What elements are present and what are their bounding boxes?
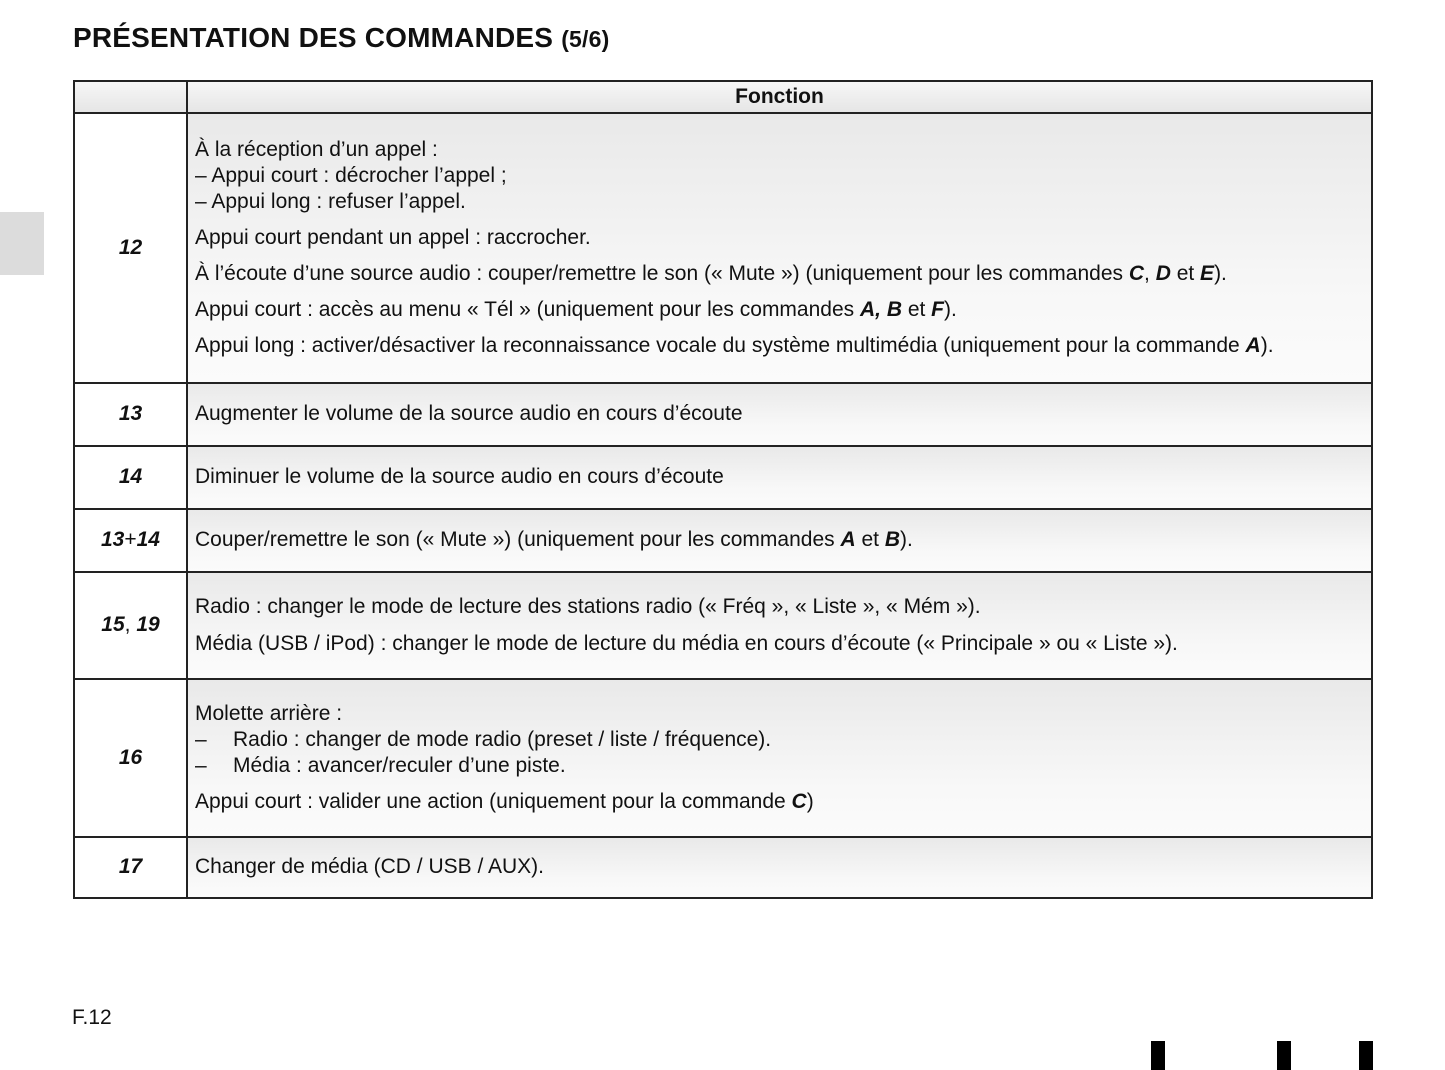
function-table <box>73 80 1373 899</box>
title-page-indicator: (5/6) <box>561 26 610 52</box>
crop-mark <box>1359 1041 1373 1070</box>
text-line: Radio : changer le mode de lecture des stations radio (« Fréq », « Liste », « Mém »). <box>195 595 981 619</box>
function-description <box>187 113 1372 383</box>
table-row <box>74 383 1372 446</box>
text-line: Appui court : valider une action (uniquement pour la commande C) <box>195 790 814 814</box>
control-number: 14 <box>74 446 187 509</box>
table-row <box>74 509 1372 572</box>
header-label-cell <box>74 81 187 113</box>
page-title <box>73 22 609 54</box>
text-line: Appui court pendant un appel : raccrocher. <box>195 225 591 249</box>
text-line: Molette arrière : – Radio : changer de mode radio (preset / liste / fréquence). – Média : avancer/reculer d’une piste. <box>195 701 772 777</box>
control-number: 13+14 <box>74 509 187 572</box>
function-description <box>187 572 1372 679</box>
control-number: 13 <box>74 383 187 446</box>
table-row <box>74 113 1372 383</box>
function-description: Changer de média (CD / USB / AUX). <box>187 837 1372 898</box>
side-tab-marker <box>0 212 44 275</box>
control-number: 17 <box>74 837 187 898</box>
function-description <box>187 679 1372 837</box>
control-number: 16 <box>74 679 187 837</box>
title-main: PRÉSENTATION DES COMMANDES <box>73 22 554 53</box>
function-description: Diminuer le volume de la source audio en cours d’écoute <box>187 446 1372 509</box>
table-row <box>74 837 1372 898</box>
text-line: Appui long : activer/désactiver la reconnaissance vocale du système multimédia (uniquement pour la commande A). <box>195 334 1274 358</box>
function-description: Couper/remettre le son (« Mute ») (uniquement pour les commandes A et B). <box>187 509 1372 572</box>
text-line: À l’écoute d’une source audio : couper/remettre le son (« Mute ») (uniquement pour les commandes C, D et E). <box>195 262 1227 286</box>
text-line: Média (USB / iPod) : changer le mode de lecture du média en cours d’écoute (« Principale » ou « Liste »). <box>195 631 1178 655</box>
table-row <box>74 572 1372 679</box>
control-number: 12 <box>74 113 187 383</box>
crop-mark <box>1151 1041 1165 1070</box>
control-number: 15, 19 <box>74 572 187 679</box>
header-function-cell: Fonction <box>187 81 1372 113</box>
function-description: Augmenter le volume de la source audio en cours d’écoute <box>187 383 1372 446</box>
text-line: À la réception d’un appel : – Appui court : décrocher l’appel ; – Appui long : refuser l’appel. <box>195 137 507 213</box>
table-row <box>74 446 1372 509</box>
table-header-row <box>74 81 1372 113</box>
page-number: F.12 <box>72 1006 112 1029</box>
table-row <box>74 679 1372 837</box>
text-line: Appui court : accès au menu « Tél » (uniquement pour les commandes A, B et F). <box>195 298 957 322</box>
crop-mark <box>1277 1041 1291 1070</box>
